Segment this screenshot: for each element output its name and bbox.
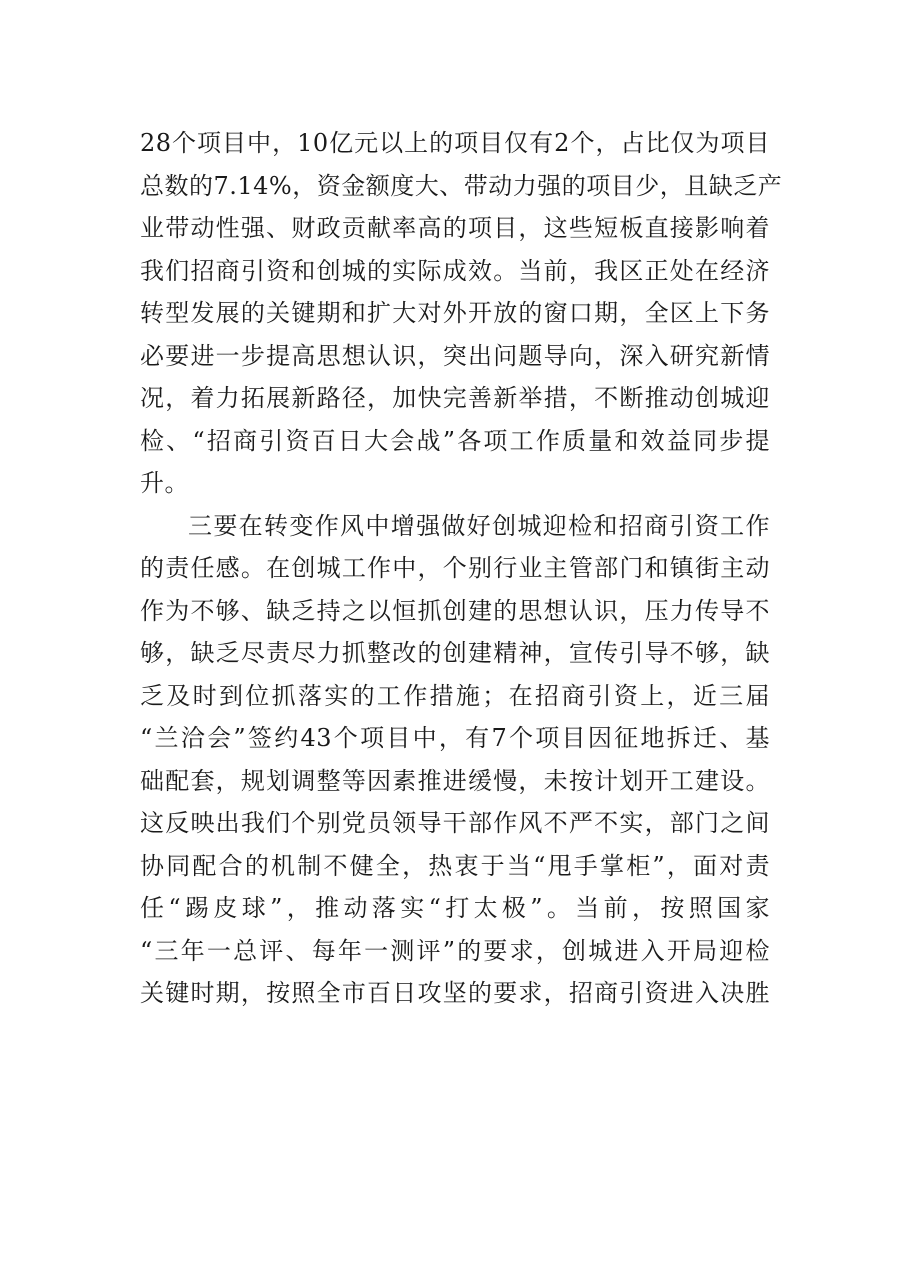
- paragraph-line: 协同配合的机制不健全，热衷于当“甩手掌柜”，面对责: [140, 851, 770, 880]
- paragraph-line: 三要在转变作风中增强做好创城迎检和招商引资工作: [188, 511, 770, 540]
- paragraph-line: 况，着力拓展新路径，加快完善新举措，不断推动创城迎: [140, 384, 770, 412]
- paragraph-line: 必要进一步提高思想认识，突出问题导向，深入研究新情: [140, 341, 770, 370]
- paragraph-line: 这反映出我们个别党员领导干部作风不严不实，部门之间: [140, 809, 770, 837]
- paragraph-1: [140, 122, 783, 505]
- paragraph-line: 28个项目中，10亿元以上的项目仅有2个，占比仅为项目: [140, 129, 770, 157]
- paragraph-line: 我们招商引资和创城的实际成效。当前，我区正处在经济: [140, 256, 770, 285]
- paragraph-line: 检、“招商引资百日大会战”各项工作质量和效益同步提: [140, 426, 770, 455]
- paragraph-line: 关键时期，按照全市百日攻坚的要求，招商引资进入决胜: [140, 979, 770, 1007]
- paragraph-line: 的责任感。在创城工作中，个别行业主管部门和镇街主动: [140, 554, 770, 582]
- paragraph-line: 任“踢皮球”，推动落实“打太极”。当前，按照国家: [140, 894, 770, 922]
- paragraph-line: “三年一总评、每年一测评”的要求，创城进入开局迎检: [140, 936, 770, 965]
- paragraph-line: 升。: [140, 469, 189, 497]
- paragraph-line: 作为不够、缺乏持之以恒抓创建的思想认识，压力传导不: [140, 596, 770, 625]
- document-body: [140, 122, 783, 1015]
- paragraph-line: “兰洽会”签约43个项目中，有7个项目因征地拆迁、基: [140, 724, 770, 752]
- paragraph-line: 总数的7.14%，资金额度大、带动力强的项目少，且缺乏产: [140, 171, 783, 200]
- paragraph-line: 业带动性强、财政贡献率高的项目，这些短板直接影响着: [140, 214, 770, 242]
- paragraph-2: [140, 505, 770, 1015]
- paragraph-line: 够，缺乏尽责尽力抓整改的创建精神，宣传引导不够，缺: [140, 639, 770, 667]
- paragraph-line: 乏及时到位抓落实的工作措施；在招商引资上，近三届: [140, 681, 770, 710]
- paragraph-line: 础配套，规划调整等因素推进缓慢，未按计划开工建设。: [140, 766, 770, 795]
- paragraph-line: 转型发展的关键期和扩大对外开放的窗口期，全区上下务: [140, 299, 770, 327]
